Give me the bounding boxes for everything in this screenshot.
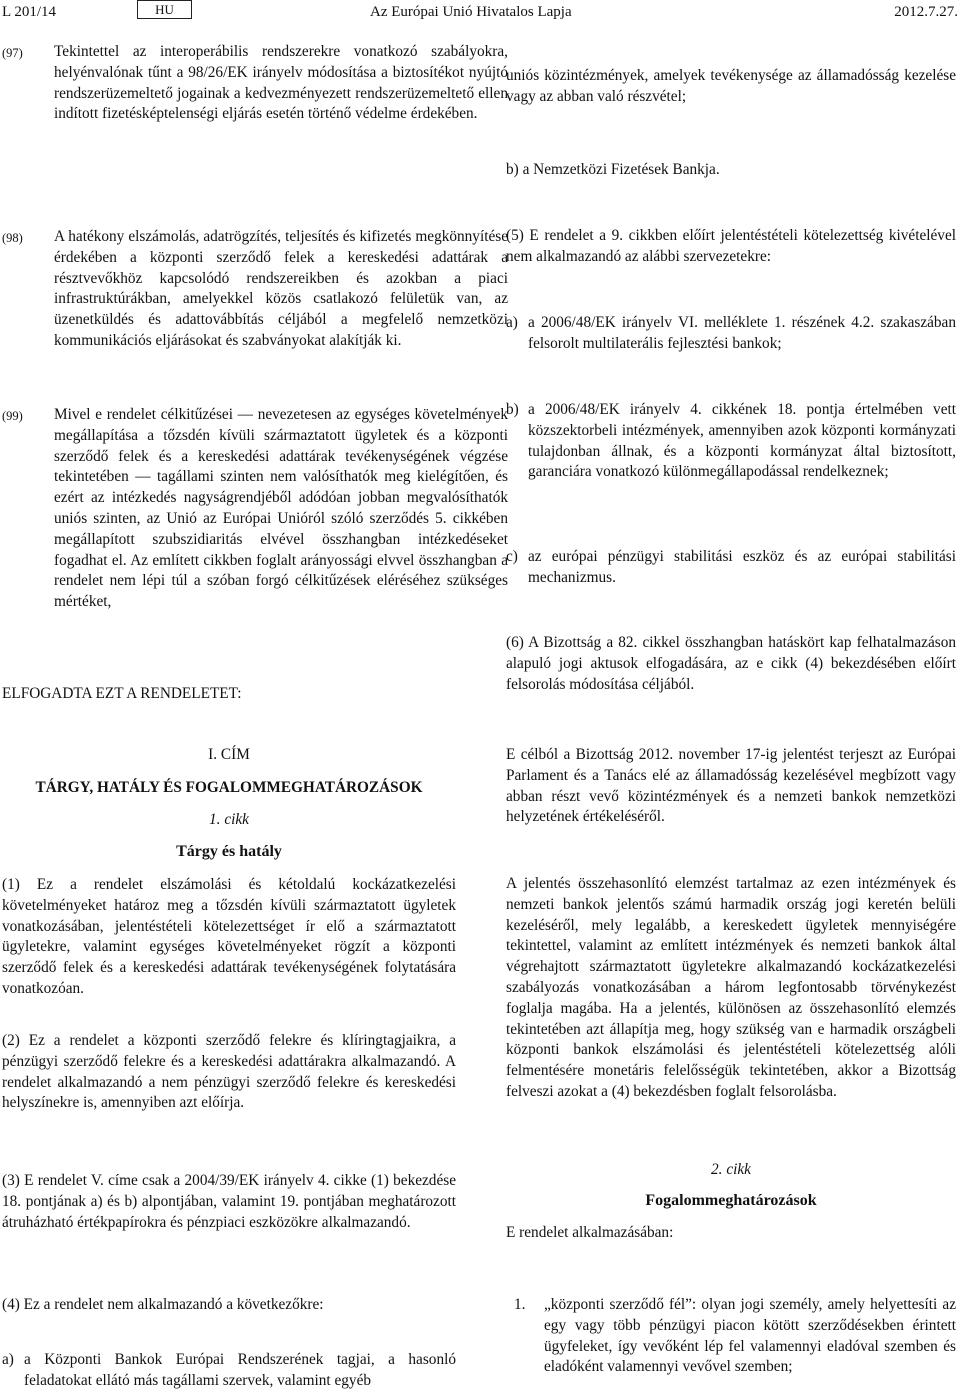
point-label: a): [2, 1351, 14, 1368]
recital-98: [2, 227, 508, 352]
point-label: c): [506, 548, 518, 565]
definition-1: [506, 1295, 956, 1378]
article-1-title: Tárgy és hatály: [176, 843, 282, 860]
paragraph-4-point-b: b) a Nemzetközi Fizetések Bankja.: [506, 161, 720, 178]
recital-97: [2, 42, 508, 125]
article-1-paragraph-6: (6) A Bizottság a 82. cikkel összhangban hatáskört kap felhatalmazáson alapuló jogi aktusok elfogadására, az e cikk (4) bekezdésében előírt felsorolás módosítása céljából.: [506, 634, 956, 693]
point-text: az európai pénzügyi stabilitási eszköz és az európai stabilitási mechanizmus.: [528, 548, 956, 586]
article-1-number: 1. cikk: [209, 811, 249, 828]
article-2-number: 2. cikk: [711, 1161, 751, 1178]
title-heading: TÁRGY, HATÁLY ÉS FOGALOMMEGHATÁROZÁSOK: [35, 779, 423, 796]
series-number: L 201/14: [2, 4, 57, 20]
definition-label: 1.: [514, 1296, 526, 1313]
article-1-paragraph-4: (4) Ez a rendelet nem alkalmazandó a következőkre:: [2, 1296, 324, 1313]
paragraph-4-point-a-continuation: uniós közintézmények, amelyek tevékenysége az államadósság kezelése vagy az abban való részvétel;: [506, 67, 956, 105]
language-code: HU: [137, 0, 192, 19]
recital-number: (97): [2, 46, 23, 60]
recital-text: Mivel e rendelet célkitűzései — nevezetesen az egységes követelmények megállapítása a tőzsdén kívüli származtatott ügyletek és a központi szerződő felek és a kereskedési adattárak tevékenységének végzése tekintetében — tagállami szinten nem valósíthatók meg kielégítően, és ezért az intézkedés nagyságrendjéből adódóan jobban megvalósíthatók uniós szinten, az Unió az Európai Unióról szóló szerződés 5. cikkében megállapított szubszidiaritás elvével összhangban intézkedéseket fogadhat el. Az említett cikkben foglalt arányossági elvvel összhangban a rendelet nem lépi túl a szóban forgó célkitűzések eléréséhez szükséges mértéket,: [54, 406, 508, 611]
article-2-title: Fogalommeghatározások: [645, 1192, 817, 1209]
paragraph-6-report-content: A jelentés összehasonlító elemzést tartalmaz az ezen intézmények és nemzeti bankok jelentős számú harmadik ország jogi keretén belüli kezeléséről, mely legalább, a kereskedett ügyletek mennyiségére tekintettel, valamint az említett intézmények és nemzeti bankok által végrehajtott származtatott ügyletekre alkalmazandó kockázatkezelési szabályozás vonatkozásában a három legfontosabb törvénykezést foglalja magába. Ha a jelentés, különösen az összehasonlító elemzés tekintetében azt állapítja meg, hogy szükség van e harmadik országbeli központi bankok elszámolási és jelentéstételi kötelezettség alóli felmentésére monetáris felelősségük tekintetében, akkor a Bizottság felveszi azokat a (4) bekezdésben foglalt felsorolásba.: [506, 875, 956, 1100]
point-text: a 2006/48/EK irányelv 4. cikkének 18. pontja értelmében vett közszektorbeli intézmények, amennyiben azok központi kormányzati tulajdonban állnak, és a központi kormányzat által biztosított, garanciára vonatkozó különmegállapodással rendelkeznek;: [528, 401, 956, 481]
recital-number: (98): [2, 231, 23, 245]
point-label: a): [506, 314, 518, 331]
recital-text: Tekintettel az interoperábilis rendszerekre vonatkozó szabályokra, helyénvalónak tűnt a 98/26/EK irányelv módosítása a biztosítékot nyújtó rendszerüzemeltető jogainak a kedvezményezett rendszerüzemeltető ellen indított fizetésképtelenségi eljárás esetén történő védelme érdekében.: [54, 43, 508, 123]
paragraph-5-point-c: [506, 547, 956, 589]
recital-text: A hatékony elszámolás, adatrögzítés, teljesítés és kifizetés megkönnyítése érdekében a központi szerződő felek a kereskedési adattárak a résztvevőkhöz kapcsolódó rendszereikben és azokban a piaci infrastruktúrákban, amelyekkel közös csatlakozó felületük van, az üzenetküldés és adattovábbítás céljából a megfelelő nemzetközi kommunikációs eljárásokat és szabványokat alakítják ki.: [54, 228, 508, 349]
article-1-paragraph-1: (1) Ez a rendelet elszámolási és kétoldalú kockázatkezelési követelményeket határoz meg a tőzsdén kívüli származtatott ügyletek vonatkozásában, jelentéstételi kötelezettséget ír elő a származtatott ügyletekre, valamint egységes követelményeket rögzít a központi szerződő felek és a kereskedési adattárak tevékenységének folytatására vonatkozóan.: [2, 876, 456, 997]
title-number: I. CÍM: [208, 746, 250, 763]
definition-text: „központi szerződő fél”: olyan jogi személy, amely helyettesíti az egy vagy több pénzügyi piacon kötött szerződésekben érintett ügyfeleket, így vevőként lép fel valamennyi eladóval szemben és eladóként valamennyi vevővel szemben;: [544, 1296, 956, 1376]
paragraph-5-point-b: [506, 400, 956, 483]
point-text: a Központi Bankok Európai Rendszerének tagjai, a hasonló feladatokat ellátó más tagállami szervek, valamint egyéb: [24, 1351, 456, 1389]
paragraph-4-point-a: [2, 1350, 456, 1392]
publication-date: 2012.7.27.: [894, 4, 958, 20]
article-1-paragraph-5: (5) E rendelet a 9. cikkben előírt jelentéstételi kötelezettség kivételével nem alkalmazandó az alábbi szervezetekre:: [506, 227, 956, 265]
recital-99: [2, 405, 508, 613]
point-label: b): [506, 401, 519, 418]
journal-title: Az Európai Unió Hivatalos Lapja: [370, 4, 572, 20]
article-1-paragraph-2: (2) Ez a rendelet a központi szerződő felekre és klíringtagjaikra, a pénzügyi szerződő felekre és a kereskedési adattárakra alkalmazandó. A rendelet alkalmazandó a nem pénzügyi szerződő felekre és kereskedési helyszínekre is, amennyiben azt előírja.: [2, 1032, 456, 1112]
adoption-formula: ELFOGADTA EZT A RENDELETET:: [2, 685, 242, 702]
page-header: [2, 2, 958, 22]
article-2-intro: E rendelet alkalmazásában:: [506, 1224, 674, 1241]
paragraph-5-point-a: [506, 313, 956, 355]
point-text: a 2006/48/EK irányelv VI. melléklete 1. részének 4.2. szakaszában felsorolt multilaterális fejlesztési bankok;: [528, 314, 956, 352]
paragraph-6-report-deadline: E célból a Bizottság 2012. november 17-ig jelentést terjeszt az Európai Parlament és a Tanács elé az államadósság kezelésével megbízott vagy abban részt vevő közintézmények és a nemzeti bankok nemzetközi helyzetének értékeléséről.: [506, 746, 956, 826]
recital-number: (99): [2, 409, 23, 423]
article-1-paragraph-3: (3) E rendelet V. címe csak a 2004/39/EK irányelv 4. cikke (1) bekezdése 18. pontjának a) és b) alpontjában, valamint 19. pontjában meghatározott átruházható értékpapírokra és pénzpiaci eszközökre alkalmazandó.: [2, 1172, 456, 1231]
